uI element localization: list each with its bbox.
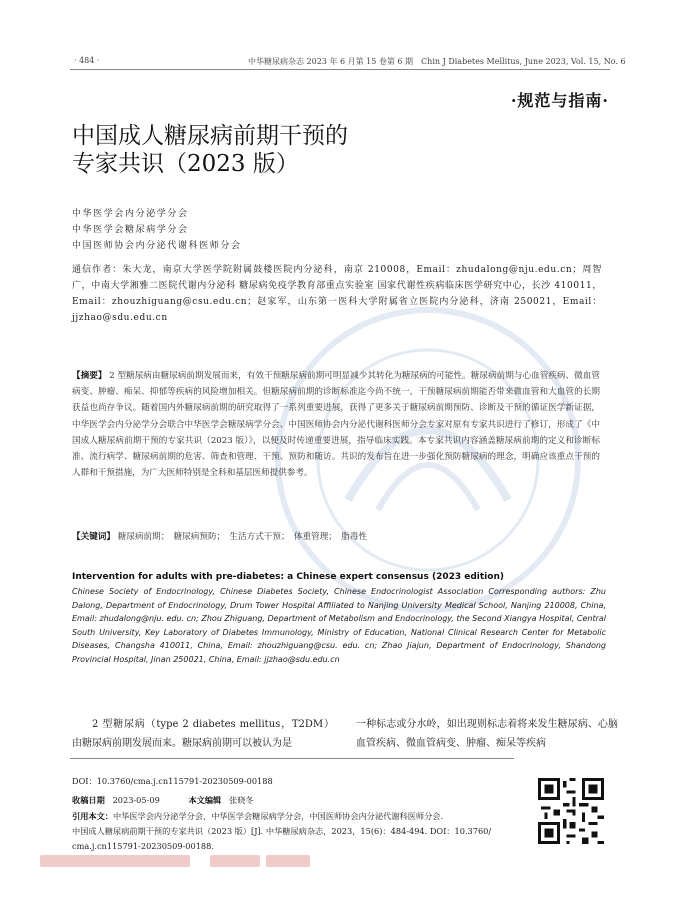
organization-2: 中华医学会糖尿病学分会 — [72, 225, 189, 235]
title-line-2: 专家共识（2023 版） — [72, 151, 299, 177]
organization-3: 中国医师协会内分泌代谢科医师分会 — [72, 241, 242, 251]
citation-line-2: 中国成人糖尿病前期干预的专家共识（2023 版）[J]. 中华糖尿病杂志，2023，15(6)：484-494. DOI：10.3760/ — [72, 826, 492, 836]
received-label: 收稿日期 — [72, 795, 105, 805]
keywords — [72, 530, 367, 542]
column-title: ·规范与指南· — [510, 91, 609, 110]
citation-line-1-text: 中华医学会内分泌学分会，中华医学会糖尿病学分会，中国医师协会内分泌代谢科医师分会. — [112, 811, 444, 821]
citation-label: 引用本文： — [72, 811, 113, 821]
english-body: Chinese Society of Endocrinology, Chinese Diabetes Society, Chinese Endocrinologist Association Corresponding authors: Zhu Dalong, Department of Endocrinology, Drum Tower Hospital Affiliated to Nanjing University Medical School, Nanjing 210008, China, Email: zhudalong@nju. edu. cn; Zhou Zhiguang, Department of Metabolism and Endocrinology, the Second Xiangya Hospital, Central South University, Key Laboratory of Diabetes Immunology, Ministry of Education, National Clinical Research Center for Metabolic Diseases, Changsha 410011, China, Email: zhouzhiguang@csu. edu. cn; Zhao Jiajun, Department of Endocrinology, Shandong Provincial Hospital, Jinan 250021, China, Email: jjzhao@sdu.edu.cn — [72, 587, 606, 664]
page-number-value: 484 — [79, 56, 95, 65]
footer-rule — [70, 758, 514, 759]
citation-line-3: cma.j.cn115791-20230509-00188. — [72, 841, 214, 851]
keywords-label: 【关键词】 — [72, 532, 115, 542]
journal-citation: 中华糖尿病杂志 2023 年 6 月第 15 卷第 6 期 Chin J Diabetes Mellitus, June 2023, Vol. 15, No. 6 — [248, 57, 626, 66]
abstract — [72, 368, 600, 481]
page-number: · 484 · — [74, 56, 100, 65]
title-line-1: 中国成人糖尿病前期干预的 — [72, 123, 348, 149]
organization-1: 中华医学会内分泌学分会 — [72, 209, 189, 219]
article-title — [72, 122, 348, 178]
correspondence: 通信作者：朱大龙，南京大学医学院附属鼓楼医院内分泌科，南京 210008，Email：zhudalong@nju.edu.cn；周智广，中南大学湘雅二医院代谢内分泌科 糖尿病免疫学教育部重点实验室 国家代谢性疾病临床医学研究中心，长沙 410011，Email：zhouzhiguang@csu.edu.cn；赵家军，山东第一医科大学附属省立医院内分泌科，济南 250021，Email：jjzhao@sdu.edu.cn — [72, 265, 602, 323]
abstract-label: 【摘要】 — [72, 371, 107, 381]
keywords-text: 糖尿病前期； 糖尿病预防； 生活方式干预； 体重管理； 脂毒性 — [117, 532, 367, 542]
received-info — [72, 793, 254, 808]
english-title: Intervention for adults with pre-diabetes: a Chinese expert consensus (2023 edition) — [72, 572, 504, 582]
citation-line-1 — [72, 809, 443, 824]
editor-label: 本文编辑 — [188, 795, 222, 805]
body-right-column: 一种标志或分水岭，如出现则标志着将来发生糖尿病、心脑血管疾病、微血管病变、肿瘤、痴呆等疾病 — [356, 719, 618, 749]
body-left-column: 2 型糖尿病（type 2 diabetes mellitus，T2DM）由糖尿病前期发展而来。糖尿病前期可以被认为是 — [72, 719, 334, 749]
qr-code-icon — [538, 778, 604, 844]
header-rule — [70, 69, 610, 70]
editor-name: 张晓冬 — [229, 795, 254, 805]
received-date: 2023-05-09 — [112, 795, 160, 805]
abstract-text: 2 型糖尿病由糖尿病前期发展而来，有效干预糖尿病前期可明显减少其转化为糖尿病的可能性。糖尿病前期与心血管疾病、微血管病变、肿瘤、痴呆、抑郁等疾病的风险增加相关。但糖尿病前期的诊断标准迄今尚不统一，干预糖尿病前期能否带来微血管和大血管的长期获益也尚存争议。随着国内外糖尿病前期的研究取得了一系列重要进展，获得了更多关于糖尿病前期预防、诊断及干预的循证医学新证据，中华医学会内分泌学分会联合中华医学会糖尿病学分会、中国医师协会内分泌代谢科医师分会专家对原有专家共识进行了修订，形成了《中国成人糖尿病前期干预的专家共识（2023 版）》，以便及时传递重要进展，指导临床实践。本专家共识内容涵盖糖尿病前期的定义和诊断标准、流行病学、糖尿病前期的危害、筛查和管理、干预、预防和随访。共识的发布旨在进一步强化预防糖尿病的理念，明确应该重点干预的人群和干预措施，为广大医师特别是全科和基层医师提供参考。 — [72, 371, 600, 479]
publisher-logo-icon — [40, 852, 320, 870]
doi: DOI：10.3760/cma.j.cn115791-20230509-00188 — [72, 776, 273, 786]
